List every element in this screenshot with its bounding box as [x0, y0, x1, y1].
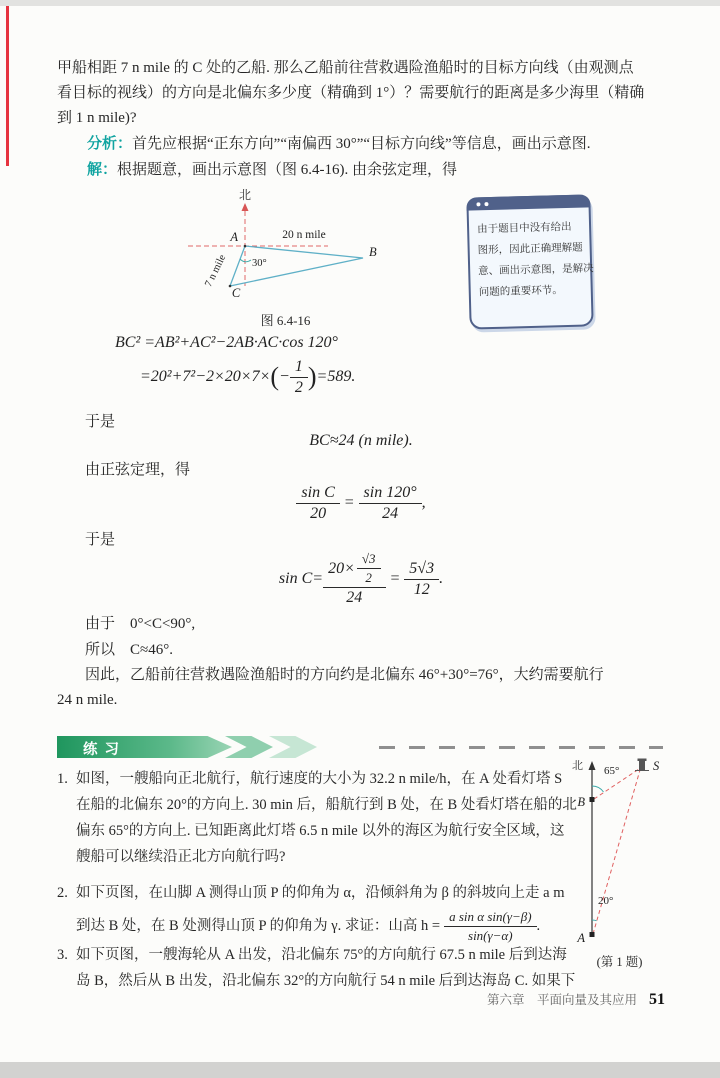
intro-line-3: 到 1 n mile)?: [57, 110, 137, 126]
note-line-1: 由于题目中没有给出: [476, 220, 572, 236]
sinc-lhs: sin C=: [278, 570, 324, 587]
note-line-2: 图形，因此正确理解题: [477, 241, 583, 257]
figure1-label-c: C: [231, 286, 241, 300]
fraction-numerator: sin C: [296, 484, 339, 504]
conclusion-line-1: 因此，乙船前往营救遇险渔船时的方向约是北偏东 46°+30°=76°，大约需要航行: [85, 667, 604, 683]
banner-dashed-line: [379, 746, 663, 749]
exercise-3-line-1: 如下页图，一艘海轮从 A 出发，沿北偏东 75°的方向航行 67.5 n mile 后到达海: [76, 947, 567, 963]
figure1-ac-length: 7 n mile: [203, 253, 229, 289]
figure2-label-s: S: [653, 759, 660, 773]
figure1-north-label: 北: [238, 188, 252, 202]
red-edge-line: [6, 6, 9, 166]
fraction-numerator: 1: [290, 358, 308, 378]
right-paren: ): [307, 362, 317, 391]
exercise-2-line-2-text: 到达 B 处，在 B 处测得山顶 P 的仰角为 γ. 求证：山高 h =: [76, 918, 441, 934]
fraction-mountain-height: [444, 909, 536, 944]
intro-paragraph: [57, 56, 669, 131]
exercise-1-line-4: 艘船可以继续沿正北方向航行吗?: [76, 849, 286, 865]
left-paren: (: [270, 362, 280, 391]
exercise-1-line-1: 如图，一艘船向正北航行，航行速度的大小为 32.2 n mile/h，在 A 处看灯塔 S: [76, 771, 563, 787]
point-a-dot: [244, 245, 247, 248]
fraction-sqrt3-2: [357, 551, 381, 586]
note-box: [466, 194, 593, 329]
figure-6-4-16: [168, 186, 403, 308]
exercise-banner-label: 练习: [83, 742, 126, 758]
exercise-2-number: 2.: [57, 885, 68, 901]
fraction-denominator: 20: [310, 504, 327, 522]
minus-sign: −: [279, 368, 290, 385]
equals-sign: =: [343, 494, 355, 511]
note-text: [477, 216, 595, 303]
page-number: 51: [649, 991, 665, 1008]
fraction-one-half: [290, 358, 308, 397]
figure2-angle-65: 65°: [604, 765, 620, 777]
num-prefix: 20×: [328, 559, 355, 577]
fraction-numerator: [323, 551, 385, 588]
comma: ,: [421, 494, 426, 511]
cosine-l2-suffix: =589.: [316, 368, 356, 385]
north-arrow-icon: [242, 203, 249, 211]
point-a-marker: [590, 932, 595, 937]
note-dot-icon: [476, 202, 480, 206]
bottom-edge-strip: [0, 1062, 720, 1078]
banner-chevron-icon: [225, 736, 273, 758]
equals-sign: =: [389, 570, 401, 587]
formula-cosine-line2: [140, 356, 355, 398]
formula-sine-ratio: [57, 480, 665, 526]
top-edge-strip: [0, 0, 720, 6]
figure1-label-a: A: [230, 230, 238, 244]
figure1-caption: 图 6.4-16: [260, 313, 311, 328]
figure2-caption: (第 1 题): [596, 955, 643, 969]
triangle-abc: [230, 246, 363, 286]
note-box-top-bar: [466, 194, 590, 210]
analysis-text: 首先应根据“正东方向”“南偏西 30°”“目标方向线”等信息，画出示意图.: [132, 136, 591, 152]
solution-text: 根据题意，画出示意图（图 6.4-16). 由余弦定理，得: [117, 162, 458, 178]
fraction-denominator: 12: [413, 580, 430, 598]
yushi-1: 于是: [85, 414, 116, 430]
figure1-angle-30: 30°: [252, 258, 267, 269]
fraction-denominator: sin(γ−α): [468, 927, 513, 943]
note-dot-icon: [484, 202, 488, 206]
bc-result: BC≈24 (n mile).: [309, 432, 413, 449]
fraction-denominator: 24: [382, 504, 399, 522]
youyu-line: 由于 0°<C<90°,: [85, 616, 196, 632]
north-arrow-icon: [589, 761, 596, 770]
fraction-numerator: sin 120°: [359, 484, 422, 504]
fraction-sinC-20: [296, 484, 339, 523]
fraction-numerator: 5√3: [404, 560, 439, 580]
exercise-2: [76, 880, 565, 946]
yushi-2: 于是: [85, 532, 116, 548]
fraction-result: [404, 560, 439, 599]
solution-line: [57, 158, 457, 183]
exercise-1-number: 1.: [57, 771, 68, 787]
conclusion-line-2: 24 n mile.: [57, 692, 118, 708]
sine-rule-intro: 由正弦定理，得: [85, 462, 191, 478]
suoyi-line: 所以 C≈46°.: [85, 642, 173, 658]
chapter-title: 第六章 平面向量及其应用: [486, 993, 637, 1007]
figure2-north-label: 北: [572, 760, 583, 772]
exercise-2-line-2: [76, 906, 556, 946]
point-b-marker: [590, 797, 595, 802]
note-line-3: 意、画出示意图，是解决: [478, 262, 594, 278]
angle-65-arc: [592, 786, 604, 792]
fraction-denominator: 2: [294, 378, 303, 396]
lighthouse-icon: [638, 759, 647, 762]
fraction-numerator: √3: [357, 551, 381, 569]
intro-line-2: 看目标的视线）的方向是北偏东多少度（精确到 1°）？需要航行的距离是多少海里（精确: [57, 85, 645, 101]
exercise-1-line-3: 偏东 65°的方向上. 已知距离此灯塔 6.5 n mile 以外的海区为航行安全区域，这: [76, 823, 565, 839]
intro-line-1: 甲船相距 7 n mile 的 C 处的乙船. 那么乙船前往营救遇险渔船时的目标方向线（由观测点: [57, 60, 634, 76]
formula-sinC-value: [57, 548, 665, 610]
figure1-ab-length: 20 n mile: [282, 229, 326, 241]
figure2-label-a: A: [577, 931, 585, 945]
exercise-3-number: 3.: [57, 947, 68, 963]
note-line-4: 问题的重要环节。: [478, 284, 563, 299]
exercise-2-line-1: 如下页图，在山脚 A 测得山顶 P 的仰角为 α，沿倾斜角为 β 的斜坡向上走 a m: [76, 885, 565, 901]
angle-20-arc: [592, 920, 597, 921]
solution-label: 解：: [87, 162, 118, 178]
exercise-1: [76, 766, 577, 870]
analysis-line: [57, 132, 590, 157]
period: .: [439, 570, 444, 587]
cosine-l2-prefix: =20²+7²−2×20×7×: [140, 368, 271, 385]
exercise-3-line-2: 岛 B，然后从 B 出发，沿北偏东 32°的方向航行 54 n mile 后到达海岛 C. 如果下: [76, 973, 576, 989]
figure1-label-b: B: [369, 245, 377, 259]
formula-cosine-line1: BC² =AB²+AC²−2AB·AC·cos 120°: [115, 334, 338, 351]
figure2-angle-20: 20°: [598, 895, 614, 907]
analysis-label: 分析：: [87, 136, 133, 152]
fraction-numerator: a sin α sin(γ−β): [444, 909, 536, 927]
period: .: [536, 918, 541, 934]
lighthouse-icon: [639, 761, 645, 770]
fraction-denominator: 2: [365, 570, 372, 585]
page-footer: [487, 990, 665, 1009]
fraction-sin120-24: [359, 484, 422, 523]
exercise-3: [76, 942, 576, 994]
figure-problem-1: [552, 754, 687, 950]
banner-chevron-icon: [269, 736, 317, 758]
exercise-1-line-2: 在船的北偏东 20°的方向上. 30 min 后，船航行到 B 处，在 B 处看灯塔在船的北: [76, 797, 577, 813]
fraction-denominator: 24: [346, 589, 363, 606]
figure2-label-b: B: [577, 795, 585, 809]
fraction-outer: [323, 551, 385, 607]
